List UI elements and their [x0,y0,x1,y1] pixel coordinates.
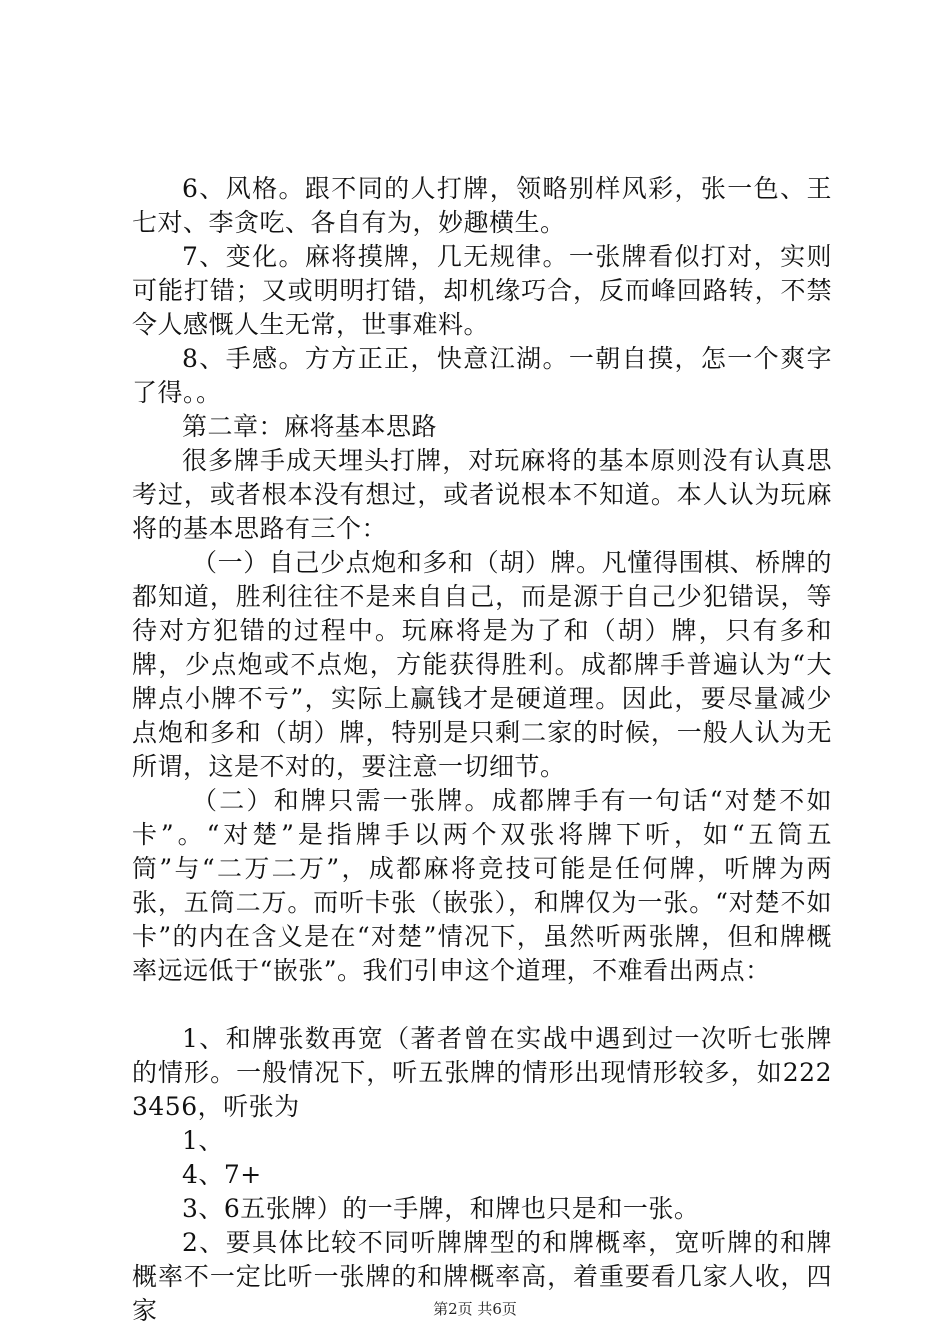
paragraph-point-one: （一）自己少点炮和多和（胡）牌。凡懂得围棋、桥牌的都知道，胜利往往不是来自自己，而是源于自己少犯错误，等待对方犯错的过程中。玩麻将是为了和（胡）牌，只有多和牌，少点炮或不点炮，方能获得胜利。成都牌手普遍认为“大牌点小牌不亏”，实际上赢钱才是硬道理。因此，要尽量减少点炮和多和（胡）牌，特别是只剩二家的时候，一般人认为无所谓，这是不对的，要注意一切细节。 [132,548,832,781]
paragraph-intro: 很多牌手成天埋头打牌，对玩麻将的基本原则没有认真思考过，或者根本没有想过，或者说根本不知道。本人认为玩麻将的基本思路有三个： [132,446,832,543]
paragraph-gap [132,988,832,1022]
chapter-heading: 第二章：麻将基本思路 [182,412,438,441]
page-footer: 第2页 共6页 [433,1300,517,1318]
paragraph-point-two: （二）和牌只需一张牌。成都牌手有一句话“对楚不如卡”。“对楚”是指牌手以两个双张将牌下听，如“五筒五筒”与“二万二万”，成都麻将竞技可能是任何牌，听牌为两张，五筒二万。而听卡张（嵌张），和牌仅为一张。“对楚不如卡”的内在含义是在“对楚”情况下，虽然听两张牌，但和牌概率远远低于“嵌张”。我们引申这个道理，不难看出两点： [132,786,832,985]
paragraph-item-1: 1、和牌张数再宽（著者曾在实战中遇到过一次听七张牌的情形。一般情况下，听五张牌的情形出现情形较多，如2223456，听张为 [132,1024,832,1121]
document-body [132,172,832,1328]
paragraph-item-3-fragment: 3、6五张牌）的一手牌，和牌也只是和一张。 [182,1194,700,1223]
paragraph-change: 7、变化。麻将摸牌，几无规律。一张牌看似打对，实则可能打错；又或明明打错，却机缘巧合，反而峰回路转，不禁令人感慨人生无常，世事难料。 [132,242,832,339]
paragraph-style: 6、风格。跟不同的人打牌，领略别样风彩，张一色、王七对、李贪吃、各自有为，妙趣横生。 [132,174,832,237]
paragraph-feel: 8、手感。方方正正，快意江湖。一朝自摸，怎一个爽字了得。。 [132,344,832,407]
paragraph-item-4-fragment: 4、7+ [182,1160,262,1189]
paragraph-item-2: 2、要具体比较不同听牌牌型的和牌概率，宽听牌的和牌概率不一定比听一张牌的和牌概率高，着重要看几家人收，四家 [132,1228,832,1325]
paragraph-item-1-fragment: 1、 [182,1126,224,1155]
